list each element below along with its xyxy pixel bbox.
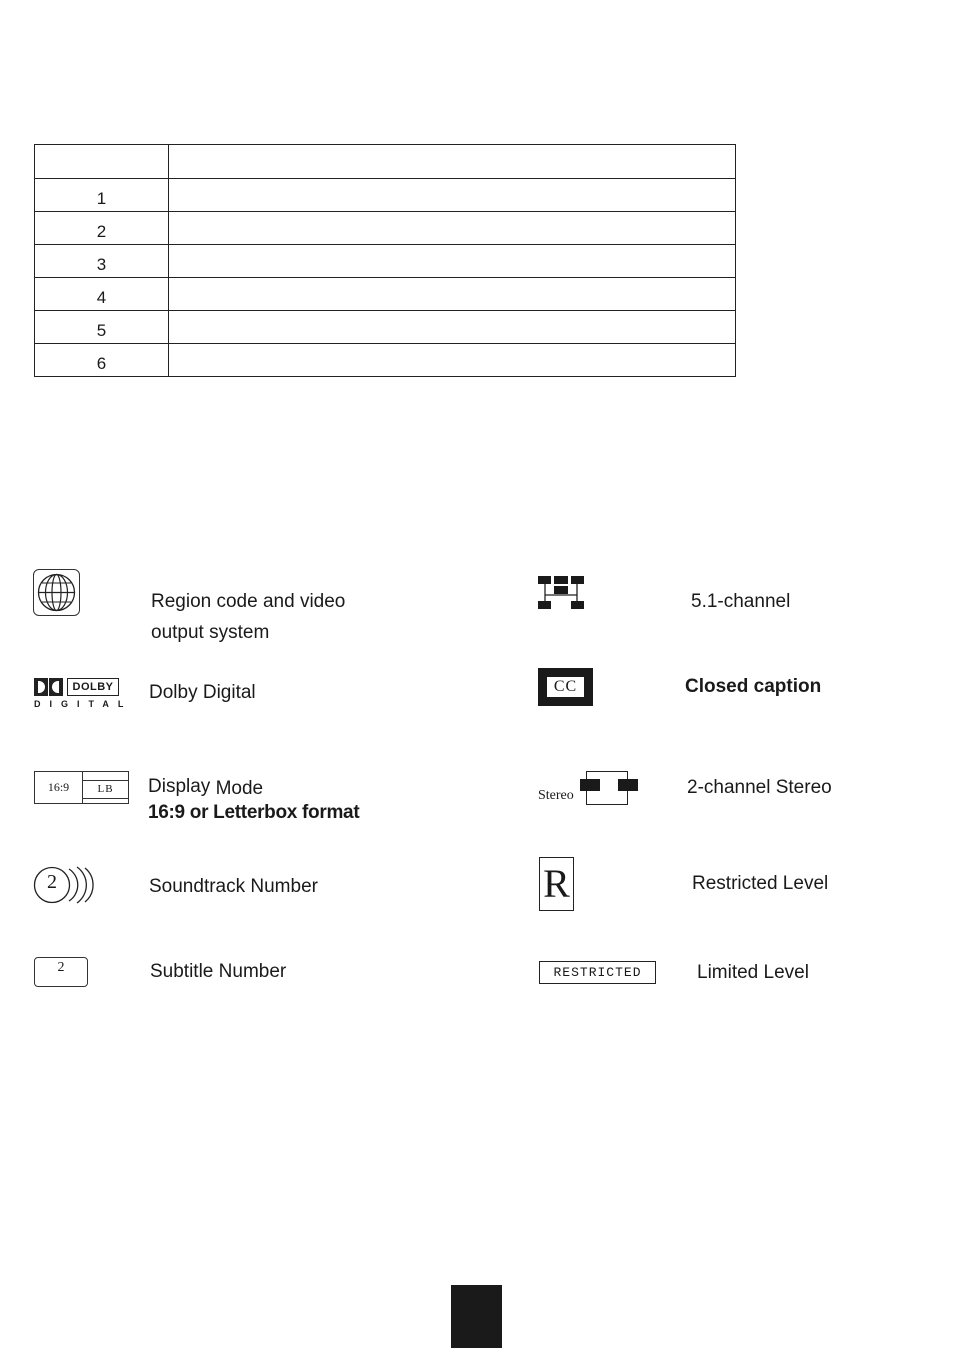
table-row	[35, 311, 736, 344]
dolby-label: Dolby Digital	[149, 682, 256, 703]
channel51-label: 5.1-channel	[691, 591, 791, 612]
dolby-d-right-icon	[49, 678, 63, 696]
table-header-cell	[169, 145, 736, 179]
display-label-word1: Display	[148, 776, 211, 797]
dolby-logo-sub: DIGITAL	[34, 699, 133, 709]
subtitle-icon: 2	[34, 957, 88, 987]
region-label-line1: Region code and video	[151, 591, 346, 612]
table-row-number: 3	[35, 245, 169, 278]
globe-icon	[33, 569, 80, 616]
subtitle-label: Subtitle Number	[150, 961, 287, 982]
closed-caption-icon	[538, 668, 593, 706]
dolby-digital-logo-icon	[34, 678, 133, 712]
dolby-d-left-icon	[34, 678, 48, 696]
stereo-speaker-left-icon	[580, 779, 600, 791]
table-row-value	[169, 278, 736, 311]
display-lb-box	[82, 771, 129, 804]
cc-label: Closed caption	[685, 676, 822, 697]
table-row-number: 6	[35, 344, 169, 377]
table-row-value	[169, 245, 736, 278]
closed-caption-icon-text: CC	[546, 676, 585, 698]
table-row-number: 4	[35, 278, 169, 311]
display-ratio-text: 16:9	[34, 771, 83, 804]
table-header-row	[35, 145, 736, 179]
table-row	[35, 179, 736, 212]
restricted-word-icon: RESTRICTED	[539, 961, 656, 984]
soundtrack-icon	[33, 864, 97, 906]
table-row-value	[169, 212, 736, 245]
speaker-5-1-icon	[538, 575, 584, 611]
page-number-block	[451, 1285, 502, 1348]
stereo-speaker-right-icon	[618, 779, 638, 791]
soundtrack-icon-number: 2	[47, 871, 57, 893]
restricted-label: Restricted Level	[692, 873, 829, 894]
display-label-line2: 16:9 or Letterbox format	[148, 802, 360, 823]
table-row	[35, 245, 736, 278]
stereo-icon	[537, 770, 639, 806]
dolby-logo-word: DOLBY	[67, 678, 119, 696]
display-label-word2: Mode	[215, 778, 264, 799]
table-row	[35, 278, 736, 311]
display-mode-icon	[34, 771, 129, 804]
restricted-r-icon: R	[539, 857, 574, 911]
table-row-value	[169, 179, 736, 212]
display-lb-text: LB	[83, 780, 128, 799]
stereo-label: 2-channel Stereo	[687, 777, 832, 798]
table-row-number: 2	[35, 212, 169, 245]
region-table	[34, 144, 736, 377]
table-header-cell	[35, 145, 169, 179]
table-row-number: 1	[35, 179, 169, 212]
table-row-value	[169, 311, 736, 344]
display-label	[148, 771, 359, 828]
soundtrack-label: Soundtrack Number	[149, 876, 318, 897]
table-row	[35, 212, 736, 245]
limited-label: Limited Level	[697, 962, 809, 983]
stereo-icon-text: Stereo	[538, 788, 574, 803]
region-label	[151, 586, 345, 648]
table-row-value	[169, 344, 736, 377]
table-row-number: 5	[35, 311, 169, 344]
region-label-line2: output system	[151, 622, 270, 643]
table-row	[35, 344, 736, 377]
